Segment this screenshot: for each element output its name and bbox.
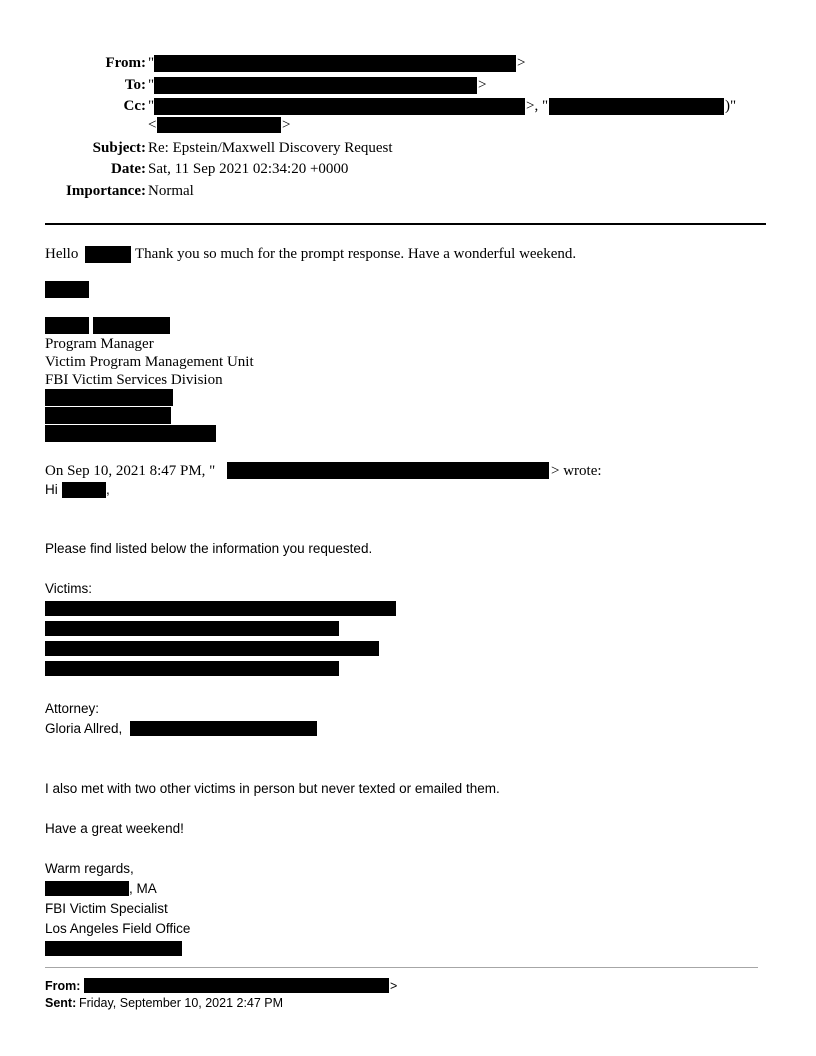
quoted-name-suffix: , MA xyxy=(129,881,157,896)
quoted-note: I also met with two other victims in person but never texted or emailed them. xyxy=(45,781,500,796)
quoted-greeting-comma: , xyxy=(106,482,110,497)
reply-sig-unit: Victim Program Management Unit xyxy=(45,354,254,370)
redaction-bar xyxy=(45,641,379,656)
from-close: > xyxy=(517,55,526,71)
quoted-sig-title: FBI Victim Specialist xyxy=(45,901,168,916)
importance-label: Importance: xyxy=(66,183,146,199)
redaction-bar xyxy=(45,661,339,676)
redaction-bar xyxy=(549,98,724,115)
to-label: To: xyxy=(124,77,146,93)
forward-from-label: From: xyxy=(45,979,81,993)
forward-sent-label: Sent: xyxy=(45,996,77,1010)
victims-label: Victims: xyxy=(45,581,93,596)
redaction-bar xyxy=(154,98,525,115)
header-divider xyxy=(45,223,766,225)
quoted-greeting: Hi xyxy=(45,482,58,497)
cc2-close: > xyxy=(282,117,291,133)
quoted-intro-prefix: On Sep 10, 2021 8:47 PM, " xyxy=(45,463,216,479)
redaction-bar xyxy=(84,978,389,993)
reply-greeting: Hello xyxy=(45,246,79,262)
redaction-bar xyxy=(45,881,129,896)
redaction-bar xyxy=(85,246,131,263)
redaction-bar xyxy=(45,389,173,406)
cc-close: )" xyxy=(725,98,737,114)
redaction-bar xyxy=(93,317,170,334)
quoted-info-line: Please find listed below the information you requested. xyxy=(45,541,373,556)
attorney-label: Attorney: xyxy=(45,701,100,716)
forward-from-close: > xyxy=(390,979,398,993)
cc-separator: >, " xyxy=(526,98,549,114)
redaction-bar xyxy=(154,77,477,94)
redaction-bar xyxy=(227,462,549,479)
cc-label: Cc: xyxy=(123,98,146,114)
cc2-open: < xyxy=(148,117,157,133)
from-label: From: xyxy=(105,55,146,71)
date-label: Date: xyxy=(111,161,146,177)
reply-sig-title: Program Manager xyxy=(45,336,154,352)
redaction-bar xyxy=(45,407,171,424)
quoted-weekend: Have a great weekend! xyxy=(45,821,184,836)
redaction-bar xyxy=(45,621,339,636)
redaction-bar xyxy=(62,482,106,498)
importance-value: Normal xyxy=(148,183,194,199)
redaction-bar xyxy=(45,317,89,334)
redaction-bar xyxy=(130,721,317,736)
subject-value: Re: Epstein/Maxwell Discovery Request xyxy=(148,140,393,156)
redaction-bar xyxy=(45,941,182,956)
redaction-bar xyxy=(154,55,516,72)
date-value: Sat, 11 Sep 2021 02:34:20 +0000 xyxy=(148,161,349,177)
to-quote: " xyxy=(148,77,155,93)
quoted-closing: Warm regards, xyxy=(45,861,134,876)
redaction-bar xyxy=(45,281,89,298)
forward-divider xyxy=(45,967,758,968)
quoted-sig-office: Los Angeles Field Office xyxy=(45,921,191,936)
reply-sig-division: FBI Victim Services Division xyxy=(45,372,223,388)
quoted-intro-suffix: > wrote: xyxy=(551,463,602,479)
redaction-bar xyxy=(157,117,281,133)
subject-label: Subject: xyxy=(92,140,146,156)
redaction-bar xyxy=(45,425,216,442)
from-quote: " xyxy=(148,55,155,71)
forward-sent-value: Friday, September 10, 2021 2:47 PM xyxy=(79,996,284,1010)
reply-message: Thank you so much for the prompt response. Have a wonderful weekend. xyxy=(135,246,577,262)
redaction-bar xyxy=(45,601,396,616)
attorney-name: Gloria Allred, xyxy=(45,721,123,736)
cc-quote: " xyxy=(148,98,155,114)
to-close: > xyxy=(478,77,487,93)
